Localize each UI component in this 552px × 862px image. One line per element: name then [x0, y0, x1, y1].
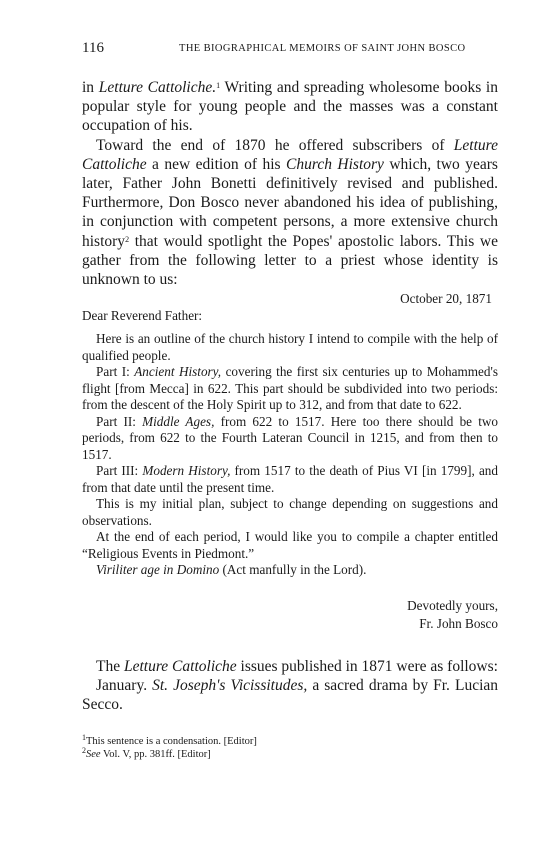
page-header — [82, 40, 498, 60]
letter-part-2: Part II: Middle Ages, from 622 to 1517. Here too there should be two periods, from 622 to the Fourth Lateran Council in 1215, and from then to 1517. — [82, 413, 499, 462]
letter-part-1: Part I: Ancient History, covering the first six centuries up to Mohammed's flight [from Mecca] in 622. This part should be subdivided into two periods: from the descent of the Holy Spirit up to 312, and from that date to 622. — [82, 364, 498, 412]
letter-request: At the end of each period, I would like you to compile a chapter entitled “Religious Events in Piedmont.” — [82, 529, 498, 561]
letter-date: October 20, 1871 — [400, 291, 492, 306]
paragraph-3: The Letture Cattoliche issues published in 1871 were as follows: — [96, 658, 498, 675]
footnote-ref-2: 2 — [125, 234, 130, 244]
letter-body — [82, 331, 498, 579]
page-number: 116 — [82, 40, 104, 56]
paragraph-1: in Letture Cattoliche.$^1$ Writing and spreading wholesome books in popular style for young people and the masses was a constant occupation of his. — [82, 79, 498, 135]
letter-greeting: Dear Reverend Father: — [82, 308, 203, 323]
running-head: THE BIOGRAPHICAL MEMOIRS OF SAINT JOHN BOSCO — [179, 43, 466, 54]
letter-intro: Here is an outline of the church history I intend to compile with the help of qualified people. — [82, 331, 498, 363]
paragraph-2: Toward the end of 1870 he offered subscribers of Letture Cattoliche a new edition of his Church History which, two years later, Father John Bonetti definitively revised and published. Furthermore, Don Bosco never abandoned his idea of publishing, in conjunction with competent persons, a more extensive church history$^2$ that would spotlight the Popes' apostolic labors. This we gather from the following letter to a priest whose identity is unknown to us: — [82, 136, 498, 289]
footnotes — [82, 735, 498, 761]
letter-closing: Devotedly yours, — [407, 598, 498, 613]
letter-signature-block — [368, 597, 498, 633]
letter-signature: Fr. John Bosco — [419, 616, 498, 631]
main-text-top — [82, 78, 498, 289]
footnote-1: $^1$This sentence is a condensation. [Editor] — [82, 733, 257, 747]
main-text-bottom — [82, 657, 498, 715]
footnote-ref-1: 1 — [216, 81, 221, 90]
footnote-2: $^2$See Vol. V, pp. 381ff. [Editor] — [82, 746, 211, 760]
letter-part-3: Part III: Modern History, from 1517 to the death of Pius VI [in 1799], and from that date until the present time. — [82, 463, 498, 495]
paragraph-4: January. St. Joseph's Vicissitudes, a sacred drama by Fr. Lucian Secco. — [82, 677, 499, 714]
letter-plan: This is my initial plan, subject to change depending on suggestions and observations. — [82, 496, 498, 528]
letter-motto: Viriliter age in Domino (Act manfully in the Lord). — [96, 562, 367, 577]
